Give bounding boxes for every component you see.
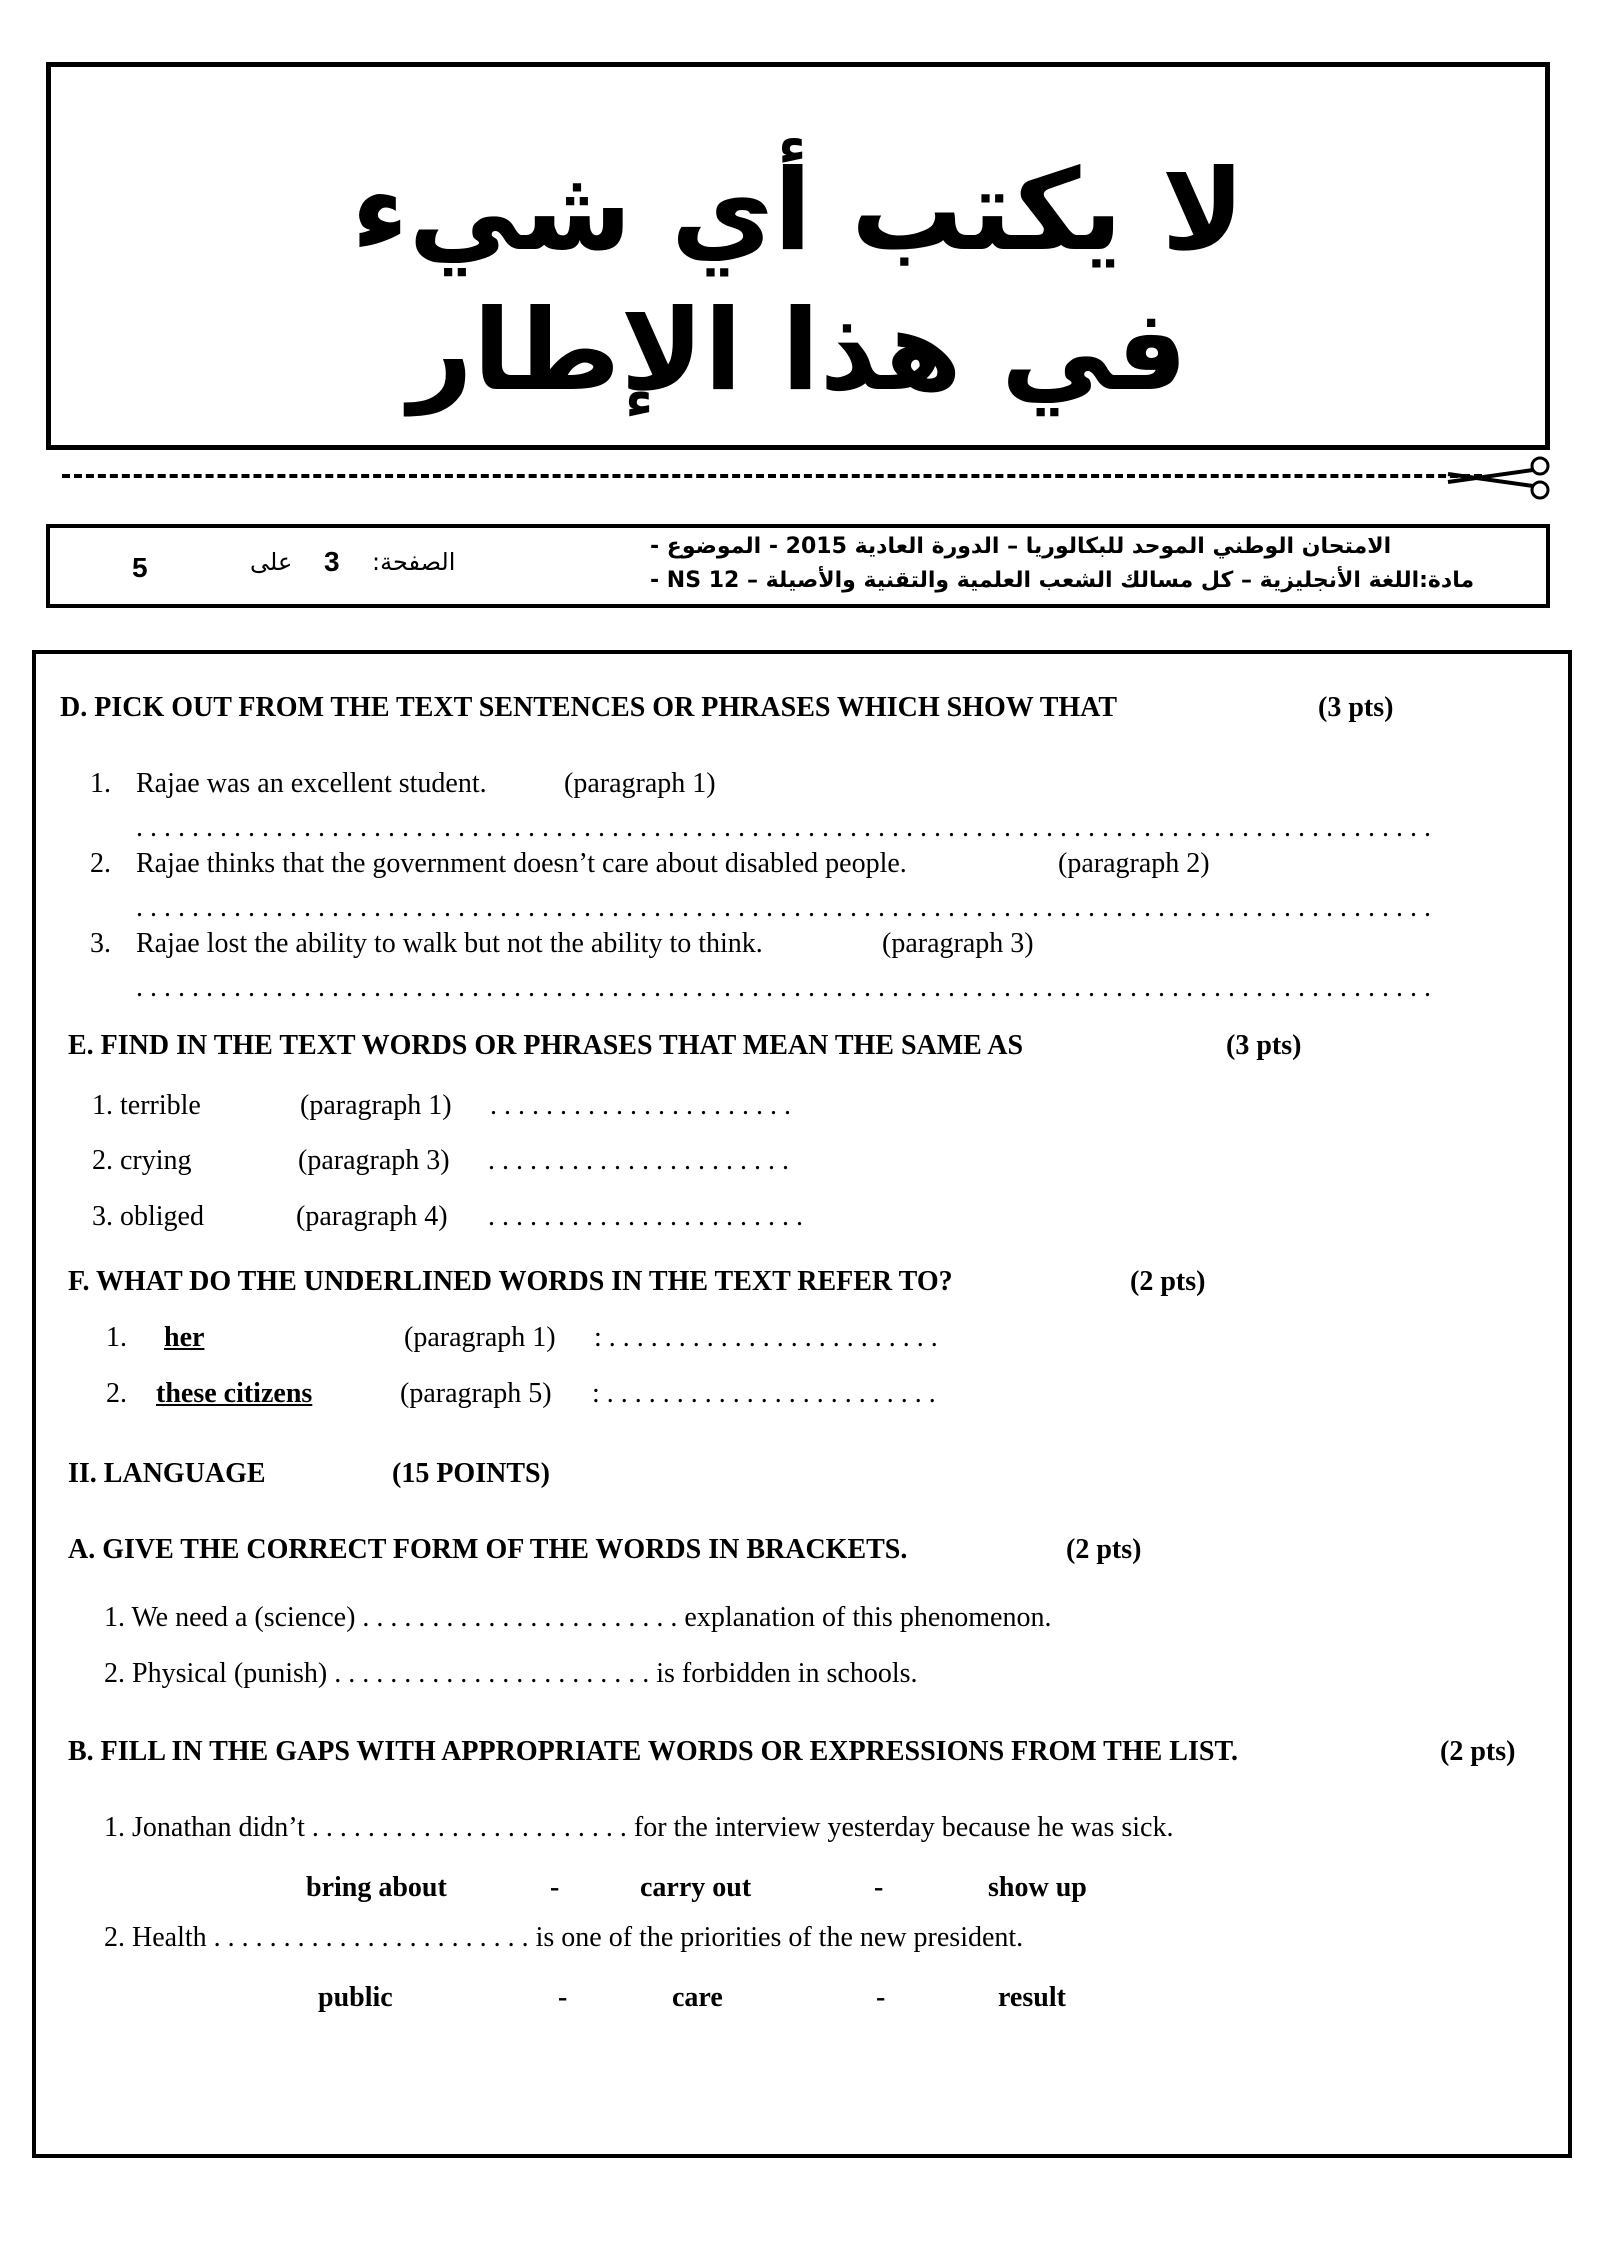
d-item-ref: (paragraph 1): [564, 768, 716, 799]
f-item-num: 1.: [106, 1322, 127, 1353]
d-item-text: Rajae thinks that the government doesn’t care about disabled people.: [136, 848, 907, 879]
no-write-frame: [46, 62, 1550, 450]
e-item-label: 3. obliged: [92, 1201, 204, 1232]
word-option: carry out: [640, 1872, 752, 1903]
list-separator: -: [558, 1982, 568, 2013]
b-item-2[interactable]: 2. Health . . . . . . . . . . . . . . . . . . . . . . . is one of the priorities of the new president.: [104, 1922, 1024, 1953]
page-number: 3: [324, 546, 340, 577]
list-separator: -: [550, 1872, 560, 1903]
word-option: care: [672, 1982, 723, 2013]
section-d-pts: (3 pts): [1318, 692, 1394, 723]
exam-title: الامتحان الوطني الموحد للبكالوريا – الدورة العادية 2015 - الموضوع -: [650, 534, 1392, 559]
f-item-word: her: [164, 1322, 205, 1353]
f-item-answer[interactable]: : . . . . . . . . . . . . . . . . . . . . . . . .: [594, 1322, 938, 1353]
f-item-answer[interactable]: : . . . . . . . . . . . . . . . . . . . . . . . .: [592, 1378, 936, 1409]
section-e-pts: (3 pts): [1226, 1030, 1302, 1061]
section-a-title: A. GIVE THE CORRECT FORM OF THE WORDS IN BRACKETS.: [68, 1534, 908, 1565]
d-item-text: Rajae was an excellent student.: [136, 768, 487, 799]
word-option: bring about: [306, 1872, 447, 1903]
d-item-ref: (paragraph 3): [882, 928, 1034, 959]
e-item-ref: (paragraph 1): [300, 1090, 452, 1121]
section-f-title: F. WHAT DO THE UNDERLINED WORDS IN THE TEXT REFER TO?: [68, 1266, 953, 1297]
section-f-pts: (2 pts): [1130, 1266, 1206, 1297]
page-label: الصفحة:: [372, 548, 456, 576]
d-item-text: Rajae lost the ability to walk but not the ability to think.: [136, 928, 763, 959]
language-title: II. LANGUAGE: [68, 1458, 266, 1489]
e-item-ref: (paragraph 4): [296, 1201, 448, 1232]
page-total: 5: [132, 552, 148, 583]
section-b-title: B. FILL IN THE GAPS WITH APPROPRIATE WORDS OR EXPRESSIONS FROM THE LIST.: [68, 1736, 1239, 1767]
e-item-label: 1. terrible: [92, 1090, 201, 1121]
e-item-answer[interactable]: . . . . . . . . . . . . . . . . . . . . . .: [490, 1090, 791, 1121]
section-b-pts: (2 pts): [1440, 1736, 1516, 1767]
language-points: (15 POINTS): [392, 1458, 550, 1489]
f-item-num: 2.: [106, 1378, 127, 1409]
f-item-word: these citizens: [156, 1378, 313, 1409]
e-item-label: 2. crying: [92, 1145, 192, 1176]
f-item-ref: (paragraph 1): [404, 1322, 556, 1353]
word-option: public: [318, 1982, 393, 2013]
exam-header: [46, 524, 1550, 608]
f-item-ref: (paragraph 5): [400, 1378, 552, 1409]
answer-line[interactable]: . . . . . . . . . . . . . . . . . . . . . . . . . . . . . . . . . . . . . . . . . . . . . . . . . . . . . . . . . . . . . . . . . . . . . . . . . . . . . . . . . . . . . . . . . . . . .: [136, 892, 1431, 923]
d-item-num: 2.: [90, 848, 111, 879]
subject-line: مادة:اللغة الأنجليزية – كل مسالك الشعب العلمية والتقنية والأصيلة – NS 12 -: [650, 568, 1475, 593]
section-e-title: E. FIND IN THE TEXT WORDS OR PHRASES THAT MEAN THE SAME AS: [68, 1030, 1024, 1061]
frame-text-line2: في هذا الإطار: [408, 286, 1188, 416]
e-item-answer[interactable]: . . . . . . . . . . . . . . . . . . . . . . .: [488, 1201, 803, 1232]
answer-line[interactable]: . . . . . . . . . . . . . . . . . . . . . . . . . . . . . . . . . . . . . . . . . . . . . . . . . . . . . . . . . . . . . . . . . . . . . . . . . . . . . . . . . . . . . . . . . . . . .: [136, 972, 1431, 1003]
cut-line: [62, 474, 1482, 478]
word-option: result: [998, 1982, 1066, 2013]
of-label: على: [250, 548, 293, 576]
section-a-pts: (2 pts): [1066, 1534, 1142, 1565]
b-item-1[interactable]: 1. Jonathan didn’t . . . . . . . . . . . . . . . . . . . . . . . for the interview yesterday because he was sick.: [104, 1812, 1174, 1843]
d-item-num: 3.: [90, 928, 111, 959]
frame-text-line1: لا يكتب أي شيء: [351, 146, 1245, 276]
answer-line[interactable]: . . . . . . . . . . . . . . . . . . . . . . . . . . . . . . . . . . . . . . . . . . . . . . . . . . . . . . . . . . . . . . . . . . . . . . . . . . . . . . . . . . . . . . . . . . . . .: [136, 812, 1431, 843]
d-item-num: 1.: [90, 768, 111, 799]
a-item-2[interactable]: 2. Physical (punish) . . . . . . . . . . . . . . . . . . . . . . . is forbidden in schools.: [104, 1658, 918, 1689]
section-d-title: D. PICK OUT FROM THE TEXT SENTENCES OR PHRASES WHICH SHOW THAT: [60, 692, 1117, 723]
scissors-icon: [1440, 456, 1560, 500]
list-separator: -: [876, 1982, 886, 2013]
a-item-1[interactable]: 1. We need a (science) . . . . . . . . . . . . . . . . . . . . . . . explanation of this phenomenon.: [104, 1602, 1052, 1633]
word-option: show up: [988, 1872, 1087, 1903]
list-separator: -: [874, 1872, 884, 1903]
e-item-answer[interactable]: . . . . . . . . . . . . . . . . . . . . . .: [488, 1145, 789, 1176]
d-item-ref: (paragraph 2): [1058, 848, 1210, 879]
e-item-ref: (paragraph 3): [298, 1145, 450, 1176]
